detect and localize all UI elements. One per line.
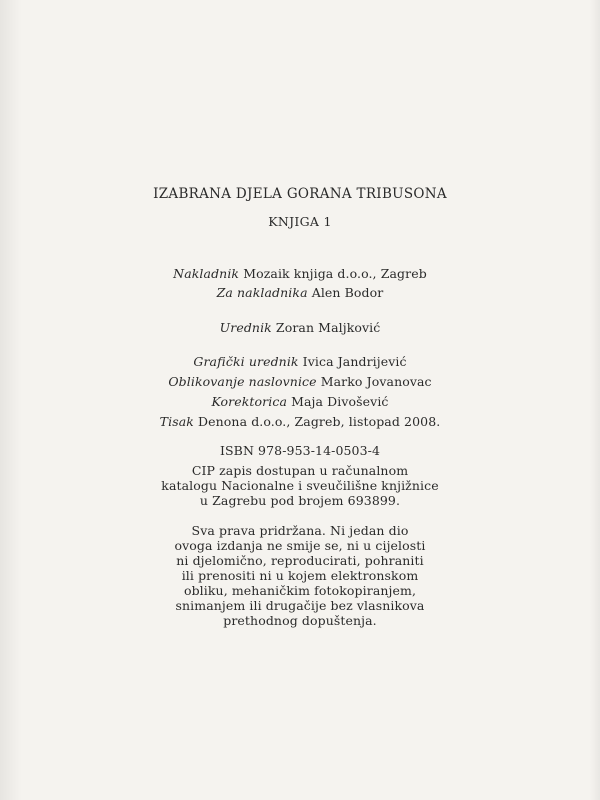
publisher-line [0, 266, 600, 282]
printing-role: Tisak [159, 414, 194, 429]
publisher-block [0, 266, 600, 304]
proofreader-role: Korektorica [211, 394, 288, 409]
book-number-text: KNJIGA 1 [268, 214, 332, 229]
editor-line [0, 320, 600, 336]
rights-block [0, 523, 600, 628]
cover-design-line [0, 374, 600, 390]
rights-line: obliku, mehaničkim fotokopiranjem, [183, 583, 417, 598]
series-title [0, 186, 600, 202]
isbn-text: ISBN 978-953-14-0503-4 [219, 443, 381, 458]
cip-line: katalogu Nacionalne i sveučilišne knjižnice [161, 478, 439, 493]
for-publisher-name: Alen Bodor [311, 285, 384, 300]
rights-line: prethodnog dopuštenja. [223, 613, 377, 628]
rights-line: ovoga izdanja ne smije se, ni u cijelosti [174, 538, 426, 553]
for-publisher-line [0, 285, 600, 301]
rights-line: ili prenositi ni u kojem elektronskom [181, 568, 419, 583]
cip-line: u Zagrebu pod brojem 693899. [199, 493, 401, 508]
series-title-text: IZABRANA DJELA GORANA TRIBUSONA [153, 186, 447, 202]
proofreader-name: Maja Divošević [291, 394, 389, 409]
editor-role: Urednik [219, 320, 272, 335]
publisher-role: Nakladnik [173, 266, 240, 281]
graphic-editor-name: Ivica Jandrijević [302, 354, 407, 369]
publisher-name: Mozaik knjiga d.o.o., Zagreb [243, 266, 427, 281]
cover-design-name: Marko Jovanovac [320, 374, 432, 389]
staff-block [0, 354, 600, 434]
editor-block [0, 320, 600, 336]
proofreader-line [0, 394, 600, 410]
graphic-editor-line [0, 354, 600, 370]
for-publisher-role: Za nakladnika [216, 285, 308, 300]
book-number [0, 214, 600, 230]
graphic-editor-role: Grafički urednik [193, 354, 299, 369]
rights-line: snimanjem ili drugačije bez vlasnikova [175, 598, 425, 613]
cover-design-role: Oblikovanje naslovnice [168, 374, 317, 389]
cip-line: CIP zapis dostupan u računalnom [191, 463, 409, 478]
isbn-block [0, 443, 600, 459]
printing-line [0, 414, 600, 430]
cip-block [0, 463, 600, 508]
rights-line: Sva prava pridržana. Ni jedan dio [191, 523, 409, 538]
editor-name: Zoran Maljković [275, 320, 381, 335]
printing-name: Denona d.o.o., Zagreb, listopad 2008. [198, 414, 441, 429]
rights-line: ni djelomično, reproducirati, pohraniti [176, 553, 424, 568]
